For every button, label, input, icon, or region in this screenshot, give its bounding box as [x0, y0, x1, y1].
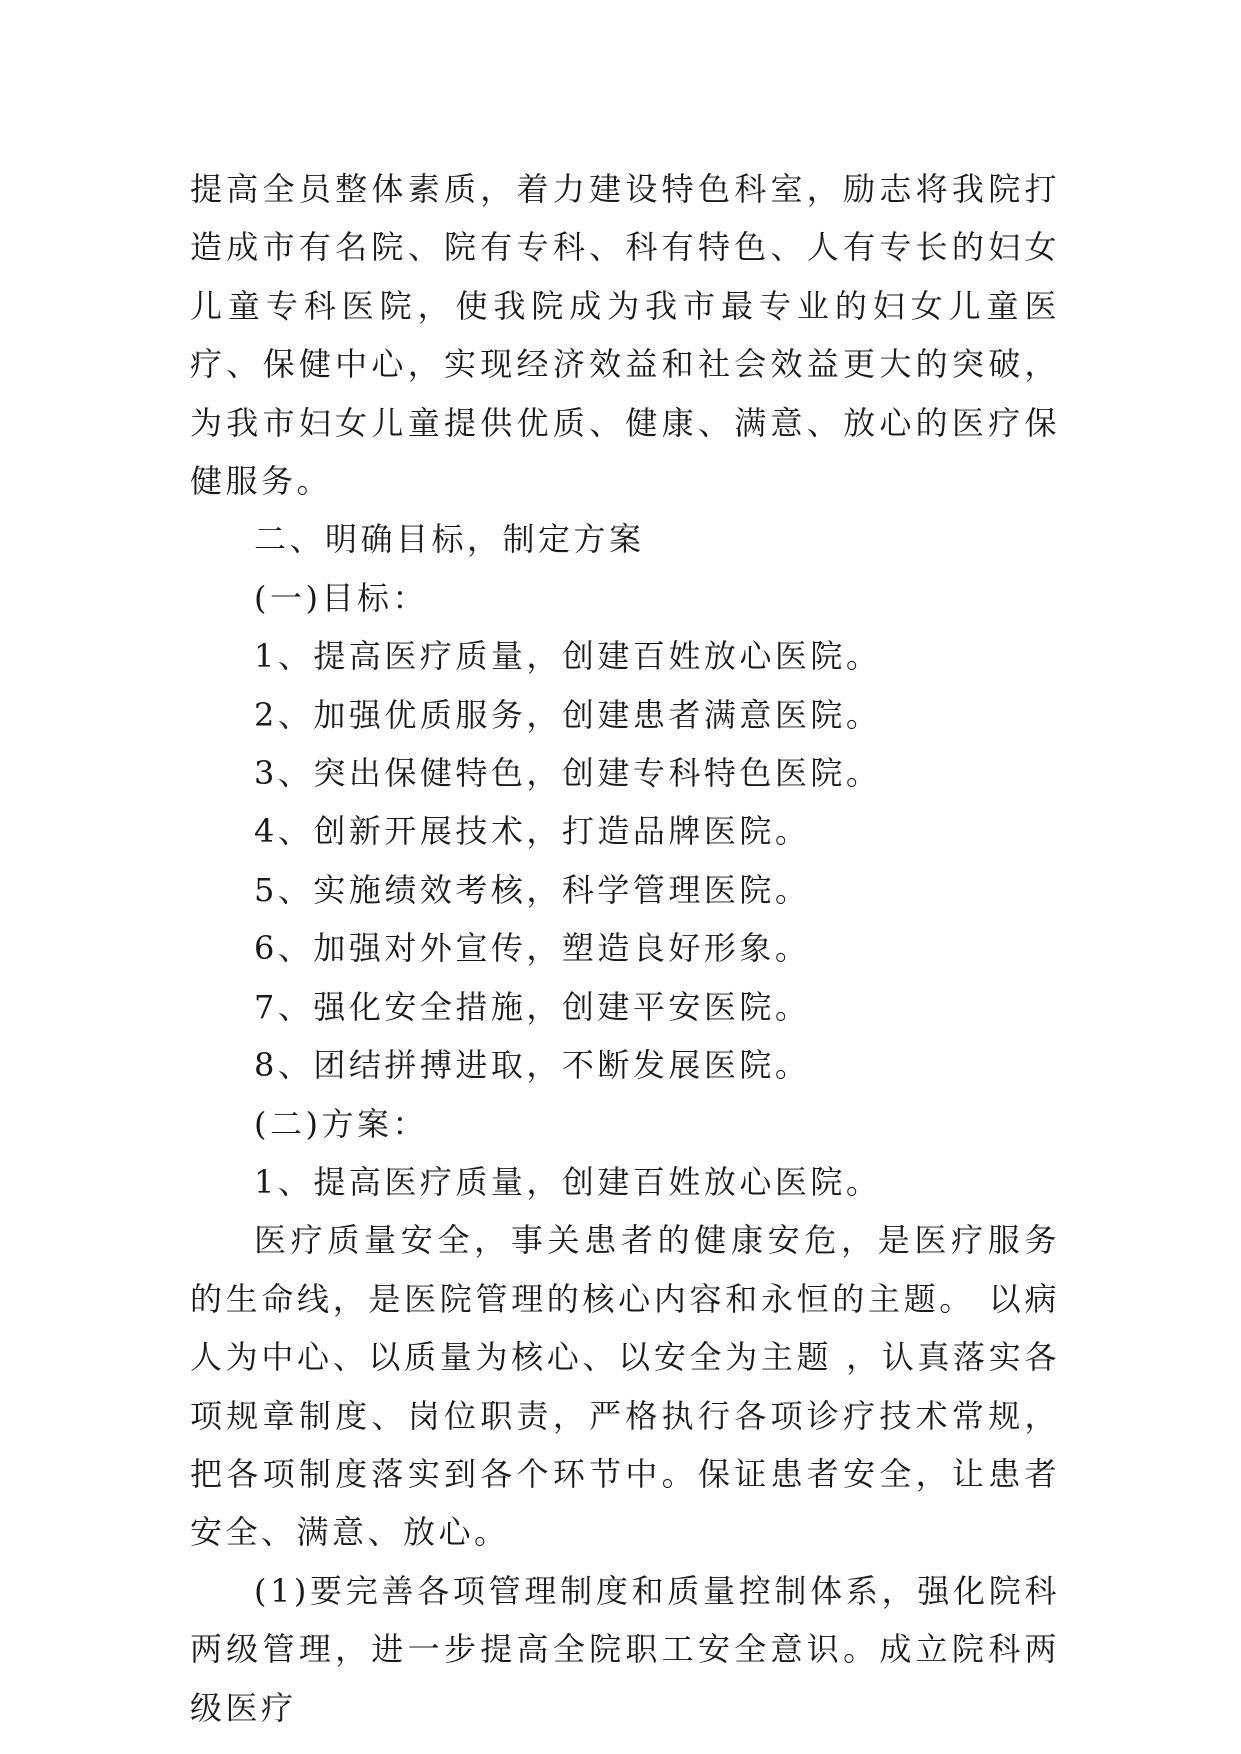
plan-item-heading: 1、提高医疗质量，创建百姓放心医院。 [254, 1162, 882, 1201]
body-paragraph-quality-safety: 医疗质量安全，事关患者的健康安危，是医疗服务的生命线，是医院管理的核心内容和永恒的主题。 以病人为中心、以质量为核心、以安全为主题 ，认真落实各项规章制度、岗位职责，严格执行各项诊疗技术常规，把各项制度落实到各个环节中。保证患者安全，让患者安全、满意、放心。 [190, 1221, 1060, 1552]
goal-item: 1、提高医疗质量，创建百姓放心医院。 [254, 637, 882, 676]
goal-item: 5、实施绩效考核，科学管理医院。 [254, 870, 811, 909]
subheading-goals: (一)目标： [254, 578, 428, 617]
goal-item: 7、强化安全措施，创建平安医院。 [254, 987, 811, 1026]
goal-item: 3、突出保健特色，创建专科特色医院。 [254, 754, 882, 793]
goal-item: 6、加强对外宣传，塑造良好形象。 [254, 929, 811, 968]
paragraph-intro-continuation: 提高全员整体素质，着力建设特色科室，励志将我院打造成市有名院、院有专科、科有特色、人有专长的妇女儿童专科医院，使我院成为我市最专业的妇女儿童医疗、保健中心，实现经济效益和社会效益更大的突破，为我市妇女儿童提供优质、健康、满意、放心的医疗保健服务。 [190, 170, 1060, 501]
subheading-plan: (二)方案： [254, 1104, 428, 1143]
body-paragraph-management-system: (1)要完善各项管理制度和质量控制体系，强化院科两级管理，进一步提高全院职工安全意识。成立院科两级医疗 [190, 1571, 1060, 1727]
section-heading-goals-and-plan: 二、明确目标，制定方案 [254, 520, 645, 559]
goal-item: 4、创新开展技术，打造品牌医院。 [254, 812, 811, 851]
goal-item: 8、团结拼搏进取，不断发展医院。 [254, 1046, 811, 1085]
goal-item: 2、加强优质服务，创建患者满意医院。 [254, 695, 882, 734]
document-body [190, 160, 1060, 1737]
